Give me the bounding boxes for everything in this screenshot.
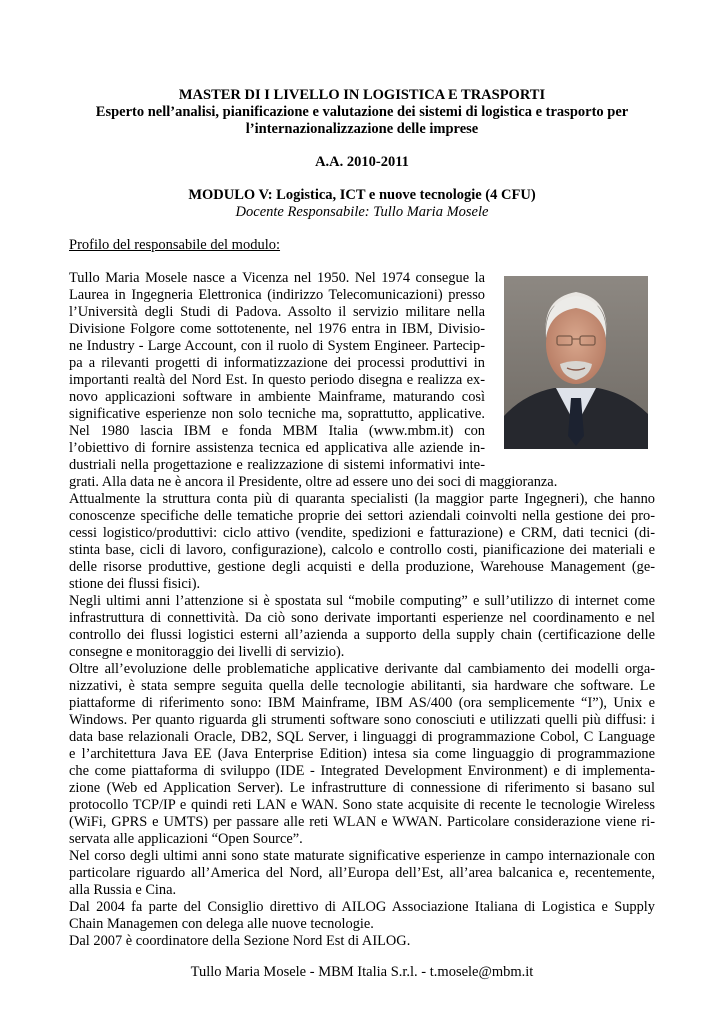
master-title: MASTER DI I LIVELLO IN LOGISTICA E TRASPORTI	[178, 87, 546, 103]
bio-line: delle risorse produttive, gestione degli acquisti e della produzione, Warehouse Management (ge-	[69, 559, 655, 575]
academic-year: A.A. 2010-2011	[315, 154, 409, 170]
bio-line: pa a rilevanti progetti di informatizzazione dei processi produttivi in	[69, 355, 485, 371]
bio-line: consegne e monitoraggio dei livelli di servizio).	[69, 644, 345, 660]
profile-heading: Profilo del responsabile del modulo:	[69, 237, 281, 253]
bio-line: stinta base, cicli di lavoro, configurazione), calcolo e controllo costi, pianificazione dei materiali e	[69, 542, 655, 558]
bio-line: infrastruttura di connettività. Da ciò sono derivate importanti esperienze nel coordinamento e nel	[69, 610, 655, 626]
bio-line: Windows. Per quanto riguarda gli strumenti software sono conosciuti e utilizzati quelli più diffusi: i	[69, 712, 655, 728]
bio-line: importanti realtà del Nord Est. In questo periodo disegna e realizza ex-	[69, 372, 485, 388]
page-footer: Tullo Maria Mosele - MBM Italia S.r.l. - t.mosele@mbm.it	[190, 964, 534, 980]
bio-line: conoscenze specifiche delle tematiche proprie dei settori aziendali coinvolti nella gestione dei pro-	[69, 508, 655, 524]
master-subtitle-line1: Esperto nell’analisi, pianificazione e valutazione dei sistemi di logistica e trasporto per	[95, 104, 629, 120]
bio-line: grati. Alla data ne è ancora il Presidente, oltre ad essere uno dei soci di maggioranza.	[69, 474, 558, 490]
bio-line: Chain Managemen con delega alle nuove tecnologie.	[69, 916, 374, 932]
bio-line: Dal 2004 fa parte del Consiglio direttivo di AILOG Associazione Italiana di Logistica e Supply	[69, 899, 655, 915]
bio-line: nizzativi, è stata sempre seguita quella delle tecnologie abilitanti, sia hardware che software. Le	[69, 678, 655, 694]
bio-line: (WiFi, GPRS e UMTS) per passare alle reti WLAN e WWAN. Particolare considerazione viene ri-	[69, 814, 655, 830]
bio-line: ne Industry - Large Account, con il ruolo di System Engineer. Partecip-	[69, 338, 485, 354]
bio-line: protocollo TCP/IP e quindi reti LAN e WAN. Sono state acquisite di recente le tecnologie Wireless	[69, 797, 655, 813]
bio-line: data base relazionali Oracle, DB2, SQL Server, i linguaggi di programmazione Cobol, C Language	[69, 729, 655, 745]
bio-line: alla Russia e Cina.	[69, 882, 177, 898]
docent-line: Docente Responsabile: Tullo Maria Mosele	[235, 204, 489, 220]
bio-line: Attualmente la struttura conta più di quaranta specialisti (la maggior parte Ingegneri), che hanno	[69, 491, 655, 507]
bio-line: che come piattaforma di sviluppo (IDE - Integrated Development Environment) e di implementa-	[69, 763, 655, 779]
bio-line: piattaforme di riferimento sono: IBM Mainframe, IBM AS/400 (ora semplicemente “I”), Unix e	[69, 695, 655, 711]
master-subtitle-line2: l’internazionalizzazione delle imprese	[245, 121, 479, 137]
bio-line: controllo dei flussi logistici esterni all’azienda a supporto della supply chain (certificazione delle	[69, 627, 655, 643]
bio-line: dustriali nella progettazione e realizzazione di sistemi informativi inte-	[69, 457, 485, 473]
bio-line: e l’architettura Java EE (Java Enterprise Edition) intesa sia come linguaggio di programmazione	[69, 746, 655, 762]
bio-line: Tullo Maria Mosele nasce a Vicenza nel 1950. Nel 1974 consegue la	[69, 270, 485, 286]
bio-line: Nel 1980 lascia IBM e fonda MBM Italia (www.mbm.it) con	[69, 423, 485, 439]
module-title: MODULO V: Logistica, ICT e nuove tecnologie (4 CFU)	[188, 187, 536, 203]
bio-line: novo applicazioni software in ambiente Mainframe, maturando così	[69, 389, 485, 405]
bio-line: Divisione Folgore come sottotenente, nel 1976 entra in IBM, Divisio-	[69, 321, 485, 337]
bio-line: stione dei flussi fisici).	[69, 576, 201, 592]
bio-line: particolare riguardo all’America del Nord, all’Europa dell’Est, all’area balcanica e, recentemente,	[69, 865, 655, 881]
bio-line: significative esperienze non solo tecniche ma, soprattutto, applicative.	[69, 406, 485, 422]
bio-line: cessi logistico/produttivi: ciclo attivo (vendite, spedizioni e fatturazione) e CRM, dati tecnici (di-	[69, 525, 655, 541]
bio-line: Nel corso degli ultimi anni sono state maturate significative esperienze in campo internazionale con	[69, 848, 655, 864]
bio-line: l’obiettivo di fornire assistenza tecnica ed applicativa alle aziende in-	[69, 440, 485, 456]
bio-line: Oltre all’evoluzione delle problematiche applicative derivante dal cambiamento dei modelli orga-	[69, 661, 655, 677]
bio-line: Dal 2007 è coordinatore della Sezione Nord Est di AILOG.	[69, 933, 411, 949]
bio-line: zione (Web ed Application Server). Le infrastrutture di connessione di riferimento si basano sul	[69, 780, 655, 796]
bio-line: Negli ultimi anni l’attenzione si è spostata sul “mobile computing” e sull’utilizzo di internet come	[69, 593, 655, 609]
bio-line: l’Università degli Studi di Padova. Assolto il servizio militare nella	[69, 304, 485, 320]
portrait-photo	[504, 276, 648, 449]
bio-line: Laurea in Ingegneria Elettronica (indirizzo Telecomunicazioni) presso	[69, 287, 485, 303]
bio-line: servata alle applicazioni “Open Source”.	[69, 831, 303, 847]
